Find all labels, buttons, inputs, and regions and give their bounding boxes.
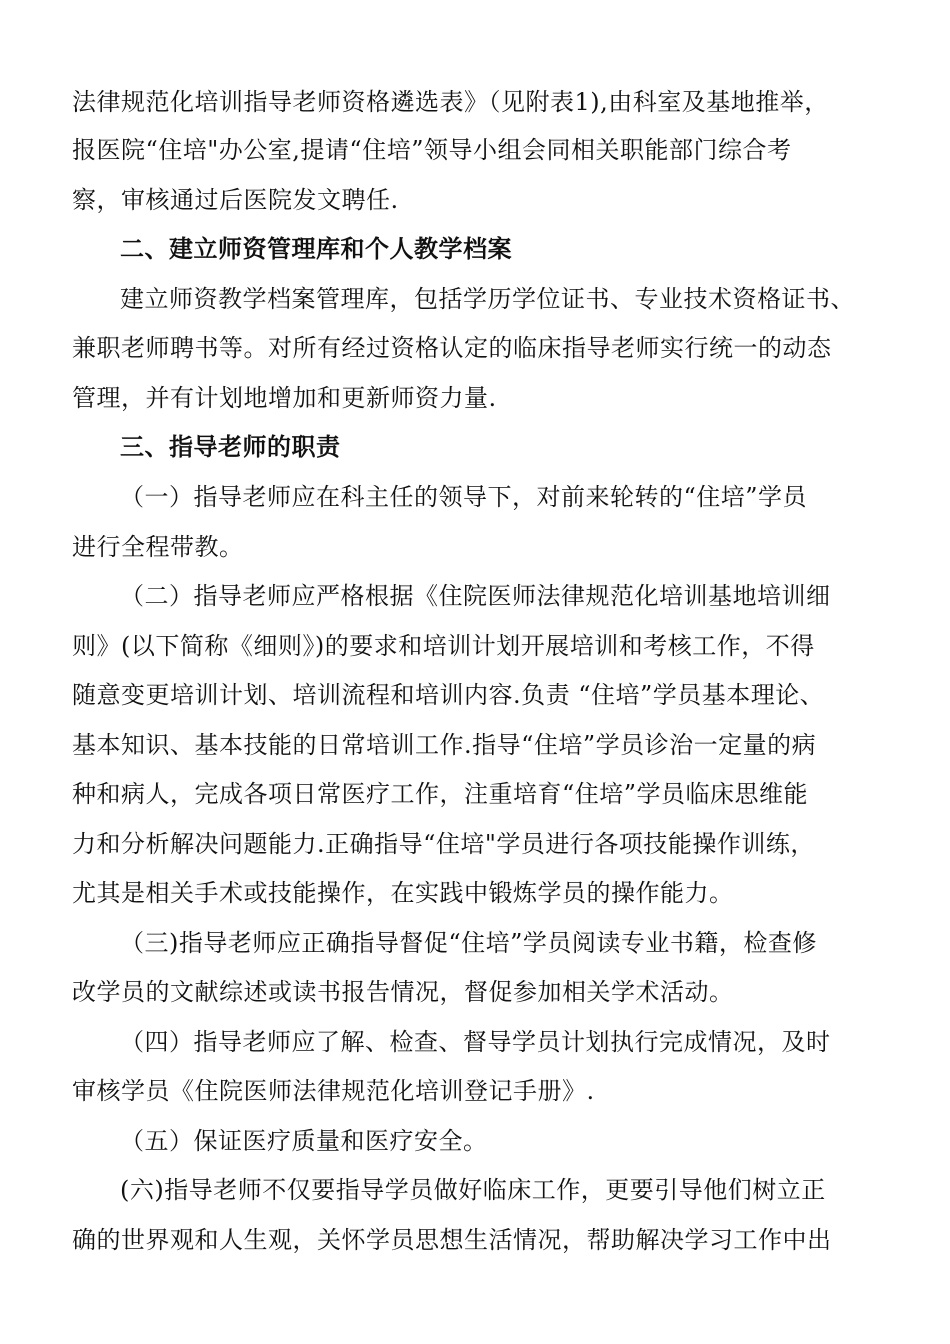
paragraph-line: （五）保证医疗质量和医疗安全。 <box>120 1127 488 1155</box>
paragraph-line: 尤其是相关手术或技能操作，在实践中锻炼学员的操作能力。 <box>72 879 734 907</box>
paragraph-line: 力和分析解决问题能力.正确指导“住培"学员进行各项技能操作训练， <box>72 830 815 858</box>
paragraph-line: 察，审核通过后医院发文聘任. <box>72 186 399 214</box>
paragraph-line: 审核学员《住院医师法律规范化培训登记手册》. <box>72 1077 595 1105</box>
paragraph-line: 确的世界观和人生观，关怀学员思想生活情况，帮助解决学习工作中出 <box>72 1226 832 1254</box>
paragraph-line: 随意变更培训计划、培训流程和培训内容.负责 “住培”学员基本理论、 <box>72 681 825 709</box>
paragraph-line: 进行全程带教。 <box>72 533 244 561</box>
paragraph-line: （四）指导老师应了解、检查、督导学员计划执行完成情况，及时 <box>120 1028 831 1056</box>
paragraph-line: 报医院“住培"办公室,提请“住培”领导小组会同相关职能部门综合考 <box>72 136 792 164</box>
paragraph-line: 管理，并有计划地增加和更新师资力量. <box>72 384 497 412</box>
paragraph-line: 建立师资教学档案管理库，包括学历学位证书、专业技术资格证书、 <box>120 285 855 313</box>
paragraph-line: 种和病人，完成各项日常医疗工作，注重培育“住培”学员临床思维能 <box>72 780 809 808</box>
paragraph-line: （三)指导老师应正确指导督促“住培”学员阅读专业书籍，检查修 <box>120 929 817 957</box>
paragraph-line: （一）指导老师应在科主任的领导下，对前来轮转的“住培”学员 <box>120 483 808 511</box>
paragraph-line: （二）指导老师应严格根据《住院医师法律规范化培训基地培训细 <box>120 582 831 610</box>
section-heading: 二、建立师资管理库和个人教学档案 <box>120 235 512 263</box>
paragraph-line: 兼职老师聘书等。对所有经过资格认定的临床指导老师实行统一的动态 <box>72 334 832 362</box>
paragraph-line: 则》(以下简称《细则》)的要求和培训计划开展培训和考核工作，不得 <box>72 632 815 660</box>
paragraph-line: 改学员的文献综述或读书报告情况，督促参加相关学术活动。 <box>72 978 734 1006</box>
paragraph-line: 基本知识、基本技能的日常培训工作.指导“住培”学员诊治一定量的病 <box>72 731 817 759</box>
section-heading: 三、指导老师的职责 <box>120 433 341 461</box>
paragraph-line: (六)指导老师不仅要指导学员做好临床工作，更要引导他们树立正 <box>120 1176 826 1204</box>
paragraph-line: 法律规范化培训指导老师资格遴选表》（见附表1),由科室及基地推举， <box>72 88 829 116</box>
